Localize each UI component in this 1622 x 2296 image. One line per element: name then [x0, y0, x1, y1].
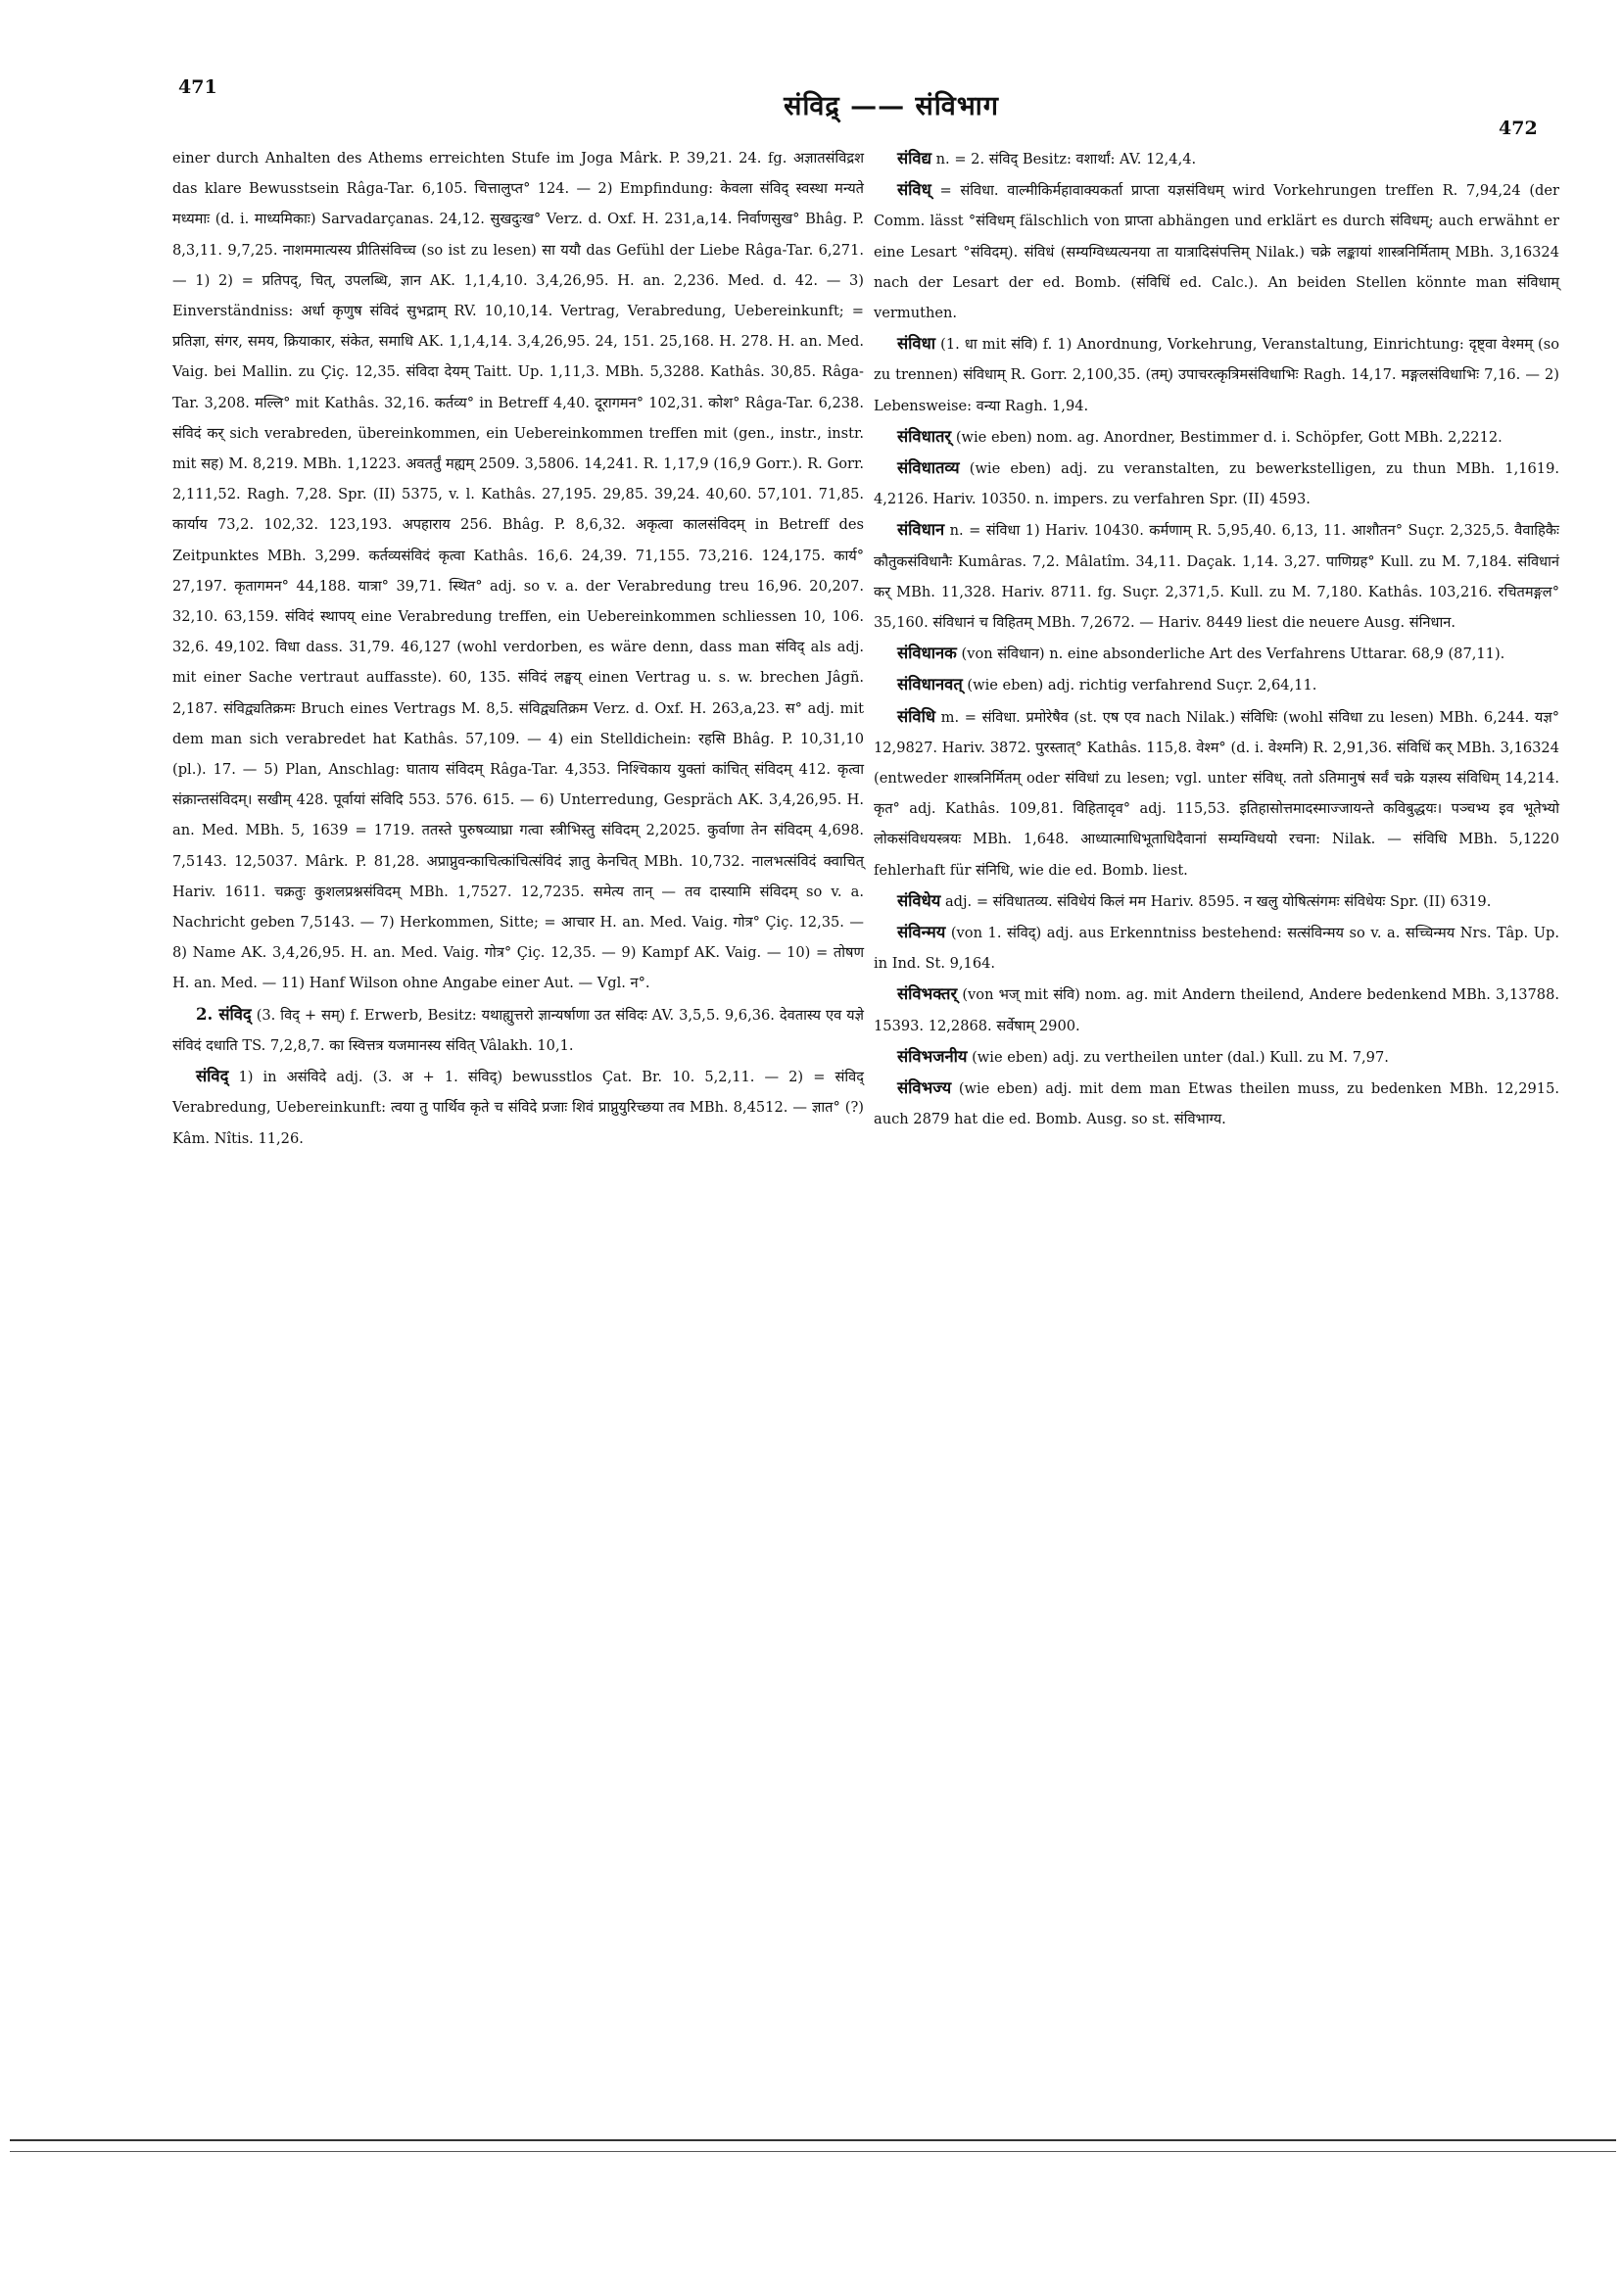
right-column [874, 143, 1559, 1135]
entry-headword: संविधानवत् [897, 675, 963, 694]
dictionary-entry: 2. संविद् (3. विद् + सम्) f. Erwerb, Besitz: यथाह्युत्तरो ज्ञान्यर्षाणा उत संविदः AV. 3,5,5. 9,6,36. देवतास्य एव यज्ञे संविदं दधाति TS. 7,2,8,7. का स्वित्तत्र यजमानस्य संवित् Vâlakh. 10,1. [172, 1004, 864, 1054]
dictionary-entry: संविभज्य (wie eben) adj. mit dem man Etwas theilen muss, zu bedenken MBh. 12,2915. auch 2879 hat die ed. Bomb. Ausg. so st. संविभाग्य. [874, 1078, 1559, 1128]
entry-headword: संविधातर् [897, 426, 952, 446]
entry-headword: संविधेय [897, 890, 941, 910]
dictionary-entry: einer durch Anhalten des Athems erreichten Stufe im Joga Mârk. P. 39,21. 24. fg. अज्ञातसंविद्रश das klare Bewusstsein Râga-Tar. 6,105. चित्तालुप्त° 124. — 2) Empfindung: केवला संविद् स्वस्था मन्यते मध्यमाः (d. i. माध्यमिकाः) Sarvadarçanas. 24,12. सुखदुःख° Verz. d. Oxf. H. 231,a,14. निर्वाणसुख° Bhâg. P. 8,3,11. 9,7,25. नाशममात्यस्य प्रीतिसंविच्च (so ist zu lesen) सा ययौ das Gefühl der Liebe Râga-Tar. 6,271. — 1) 2) = प्रतिपद्, चित्, उपलब्धि, ज्ञान AK. 1,1,4,10. 3,4,26,95. H. an. 2,236. Med. d. 42. — 3) Einverständniss: अर्धा कृणुष संविदं सुभद्राम् RV. 10,10,14. Vertrag, Verabredung, Uebereinkunft; = प्रतिज्ञा, संगर, समय, क्रियाकार, संकेत, समाधि AK. 1,1,4,14. 3,4,26,95. 24, 151. 25,168. H. 278. H. an. Med. Vaig. bei Mallin. zu Çiç. 12,35. संविदा देयम् Taitt. Up. 1,11,3. MBh. 5,3288. Kathâs. 30,85. Râga-Tar. 3,208. मल्लि° mit Kathâs. 32,16. कर्तव्य° in Betreff 4,40. दूरागमन° 102,31. कोश° Râga-Tar. 6,238. संविदं कर् sich verabreden, übereinkommen, ein Uebereinkommen treffen mit (gen., instr., instr. mit सह) M. 8,219. MBh. 1,1223. अवतर्तुं मह्यम् 2509. 3,5806. 14,241. R. 1,17,9 (16,9 Gorr.). R. Gorr. 2,111,52. Ragh. 7,28. Spr. (II) 5375, v. l. Kathâs. 27,195. 29,85. 39,24. 40,60. 57,101. 71,85. कार्याय 73,2. 102,32. 123,193. अपहाराय 256. Bhâg. P. 8,6,32. अकृत्वा कालसंविदम् in Betreff des Zeitpunktes MBh. 3,299. कर्तव्यसंविदं कृत्वा Kathâs. 16,6. 24,39. 71,155. 73,216. 124,175. कार्य° 27,197. कृतागमन° 44,188. यात्रा° 39,71. स्थित° adj. so v. a. der Verabredung treu 16,96. 20,207. 32,10. 63,159. संविदं स्थापय् eine Verabredung treffen, ein Uebereinkommen schliessen 10, 106. 32,6. 49,102. विधा dass. 31,79. 46,127 (wohl verdorben, es wäre denn, dass man संविद् als adj. mit einer Sache vertraut auffasste). 60, 135. संविदं लङ्घय् einen Vertrag u. s. w. brechen Jâgñ. 2,187. संविद्व्यतिक्रमः Bruch eines Vertrags M. 8,5. संविद्व्यतिक्रम Verz. d. Oxf. H. 263,a,23. स° adj. mit dem man sich verabredet hat Kathâs. 57,109. — 4) ein Stelldichein: रहसि Bhâg. P. 10,31,10 (pl.). 17. — 5) Plan, Anschlag: घाताय संविदम् Râga-Tar. 4,353. निश्चिकाय युक्तां कांचित् संविदम् 412. कृत्वा संक्रान्तसंविदम्। सखीम् 428. पूर्वायां संविदि 553. 576. 615. — 6) Unterredung, Gespräch AK. 3,4,26,95. H. an. Med. MBh. 5, 1639 = 1719. ततस्ते पुरुषव्याघ्रा गत्वा स्त्रीभिस्तु संविदम् 2,2025. कुर्वाणा तेन संविदम् 4,698. 7,5143. 12,5037. Mârk. P. 81,28. अप्राप्नुवन्काचित्कांचित्संविदं ज्ञातु केनचित् MBh. 10,732. नालभत्संविदं क्वाचित् Hariv. 1611. चक्रतुः कुशलप्रश्नसंविदम् MBh. 1,7527. 12,7235. समेत्य तान् — तव दास्यामि संविदम् so v. a. Nachricht geben 7,5143. — 7) Herkommen, Sitte; = आचार H. an. Med. Vaig. गोत्र° Çiç. 12,35. — 8) Name AK. 3,4,26,95. H. an. Med. Vaig. गोत्र° Çiç. 12,35. — 9) Kampf AK. Vaig. — 10) = तोषण H. an. Med. — 11) Hanf Wilson ohne Angabe einer Aut. — Vgl. न°. [172, 150, 864, 992]
left-column [172, 143, 864, 1154]
dictionary-entry: संविधा (1. धा mit संवि) f. 1) Anordnung, Vorkehrung, Veranstaltung, Einrichtung: दृष्ट्वा वेश्मम् (so zu trennen) संविधाम् R. Gorr. 2,100,35. (तम्) उपाचरत्कृत्रिमसंविधाभिः Ragh. 14,17. मङ्गलसंविधाभिः 7,16. — 2) Lebensweise: वन्या Ragh. 1,94. [874, 334, 1559, 414]
dictionary-entry: संविधेय adj. = संविधातव्य. संविधेयं किलं मम Hariv. 8595. न खलु योषित्संगमः संविधेयः Spr. (II) 6319. [897, 890, 1492, 910]
dictionary-entry: संविधातव्य (wie eben) adj. zu veranstalten, zu bewerkstelligen, zu thun MBh. 1,1619. 4,2126. Hariv. 10350. n. impers. zu verfahren Spr. (II) 4593. [874, 458, 1560, 508]
running-header: संविद्र् —— संविभाग [784, 91, 999, 121]
entry-headword: 2. संविद् [196, 1004, 252, 1024]
page-number-right: 472 [1499, 118, 1538, 139]
entry-headword: संविभक्तर् [897, 984, 958, 1004]
dictionary-entry: संविधानक (von संविधान) n. eine absonderliche Art des Verfahrens Uttarar. 68,9 (87,11). [897, 644, 1505, 663]
entry-headword: संविधा [897, 334, 936, 354]
entry-headword: संविध् [897, 180, 931, 200]
dictionary-entry: संविन्मय (von 1. संविद्) adj. aus Erkenntniss bestehend: सत्संविन्मय so v. a. सच्चिन्मय Nrs. Tâp. Up. in Ind. St. 9,164. [874, 923, 1559, 973]
footer-rule [10, 2139, 1616, 2141]
entry-headword: संविद्य [897, 149, 931, 167]
dictionary-entry: संविधानवत् (wie eben) adj. richtig verfahrend Suçr. 2,64,11. [897, 675, 1317, 694]
dictionary-entry: संविद् 1) in असंविदे adj. (3. अ + 1. संविद्) bewusstlos Çat. Br. 10. 5,2,11. — 2) = संविद् Verabredung, Uebereinkunft: त्वया तु पार्थिव कृते च संविदे प्रजाः शिवं प्राप्नुयुरिच्छया तव MBh. 8,4512. — ज्ञात° (?) Kâm. Nîtis. 11,26. [172, 1067, 865, 1147]
dictionary-entry: संविधातर् (wie eben) nom. ag. Anordner, Bestimmer d. i. Schöpfer, Gott MBh. 2,2212. [897, 426, 1503, 446]
dictionary-entry: संविधान n. = संविधा 1) Hariv. 10430. कर्मणाम् R. 5,95,40. 6,13, 11. आशौतन° Suçr. 2,325,5. वैवाहिकैः कौतुकसंविधानैः Kumâras. 7,2. Mâlatîm. 34,11. Daçak. 1,14. 3,27. पाणिग्रह° Kull. zu M. 7,184. संविधानं कर् MBh. 11,328. Hariv. 8711. fg. Suçr. 2,371,5. Kull. zu M. 7,180. Kathâs. 103,216. रचितमङ्गल° 35,160. संविधानं च विहितम् MBh. 7,2672. — Hariv. 8449 liest die neuere Ausg. संनिधान. [874, 520, 1559, 632]
entry-headword: संविधानक [897, 644, 957, 663]
dictionary-entry: संविधि m. = संविधा. प्रमोरेषैव (st. एष एव nach Nilak.) संविधिः (wohl संविधा zu lesen) MBh. 6,244. यज्ञ° 12,9827. Hariv. 3872. पुरस्तात्° Kathâs. 115,8. वेश्म° (d. i. वेश्मनि) R. 2,91,36. संविधिं कर् MBh. 3,16324 (entweder शास्त्रनिर्मितम् oder संविधां zu lesen; vgl. unter संविध्. ततो ऽतिमानुषं सर्वं चक्रे यज्ञस्य संविधिम् 14,214. कृत° adj. Kathâs. 109,81. विहितादृव° adj. 115,53. इतिहासोत्तमादस्माज्जायन्ते कविबुद्धयः। पञ्चभ्य इव भूतेभ्यो लोकसंविधयस्त्रयः MBh. 1,648. आध्यात्माधिभूताधिदैवानां सम्यग्विधयो रचना: Nilak. — संविधि MBh. 5,1220 fehlerhaft für संनिधि, wie die ed. Bomb. liest. [874, 706, 1559, 879]
footer-rule-thin [10, 2151, 1616, 2152]
entry-headword: संविन्मय [897, 923, 946, 942]
entry-headword: संविधि [897, 706, 936, 726]
page-number-left: 471 [178, 76, 217, 98]
entry-headword: संविभज्य [897, 1078, 952, 1098]
entry-headword: संविधान [897, 520, 945, 540]
dictionary-entry: संविद्य n. = 2. संविद् Besitz: वशार्थां: AV. 12,4,4. [897, 149, 1197, 167]
entry-headword: संविधातव्य [897, 458, 960, 478]
dictionary-entry: संविध् = संविधा. वाल्मीकिर्महावाक्यकर्ता प्राप्ता यज्ञसंविधम् wird Vorkehrungen treffen R. 7,94,24 (der Comm. lässt °संविधम् fälschlich von प्राप्ता abhängen und erklärt es durch संविधम्; auch erwähnt er eine Lesart °संविदम्). संविधं (सम्यग्विध्यत्यनया ता यात्रादिसंपत्तिम् Nilak.) चक्रे लङ्कायां शास्त्रनिर्मिताम् MBh. 3,16324 nach der Lesart der ed. Bomb. (संविधिं ed. Calc.). An beiden Stellen könnte man संविधाम् vermuthen. [874, 180, 1559, 322]
entry-headword: संविभजनीय [897, 1046, 968, 1066]
dictionary-entry: संविभक्तर् (von भज् mit संवि) nom. ag. mit Andern theilend, Andere bedenkend MBh. 3,13788. 15393. 12,2868. सर्वेषाम् 2900. [874, 984, 1560, 1034]
dictionary-entry: संविभजनीय (wie eben) adj. zu vertheilen unter (dal.) Kull. zu M. 7,97. [897, 1046, 1389, 1066]
entry-headword: संविद् [196, 1067, 229, 1086]
